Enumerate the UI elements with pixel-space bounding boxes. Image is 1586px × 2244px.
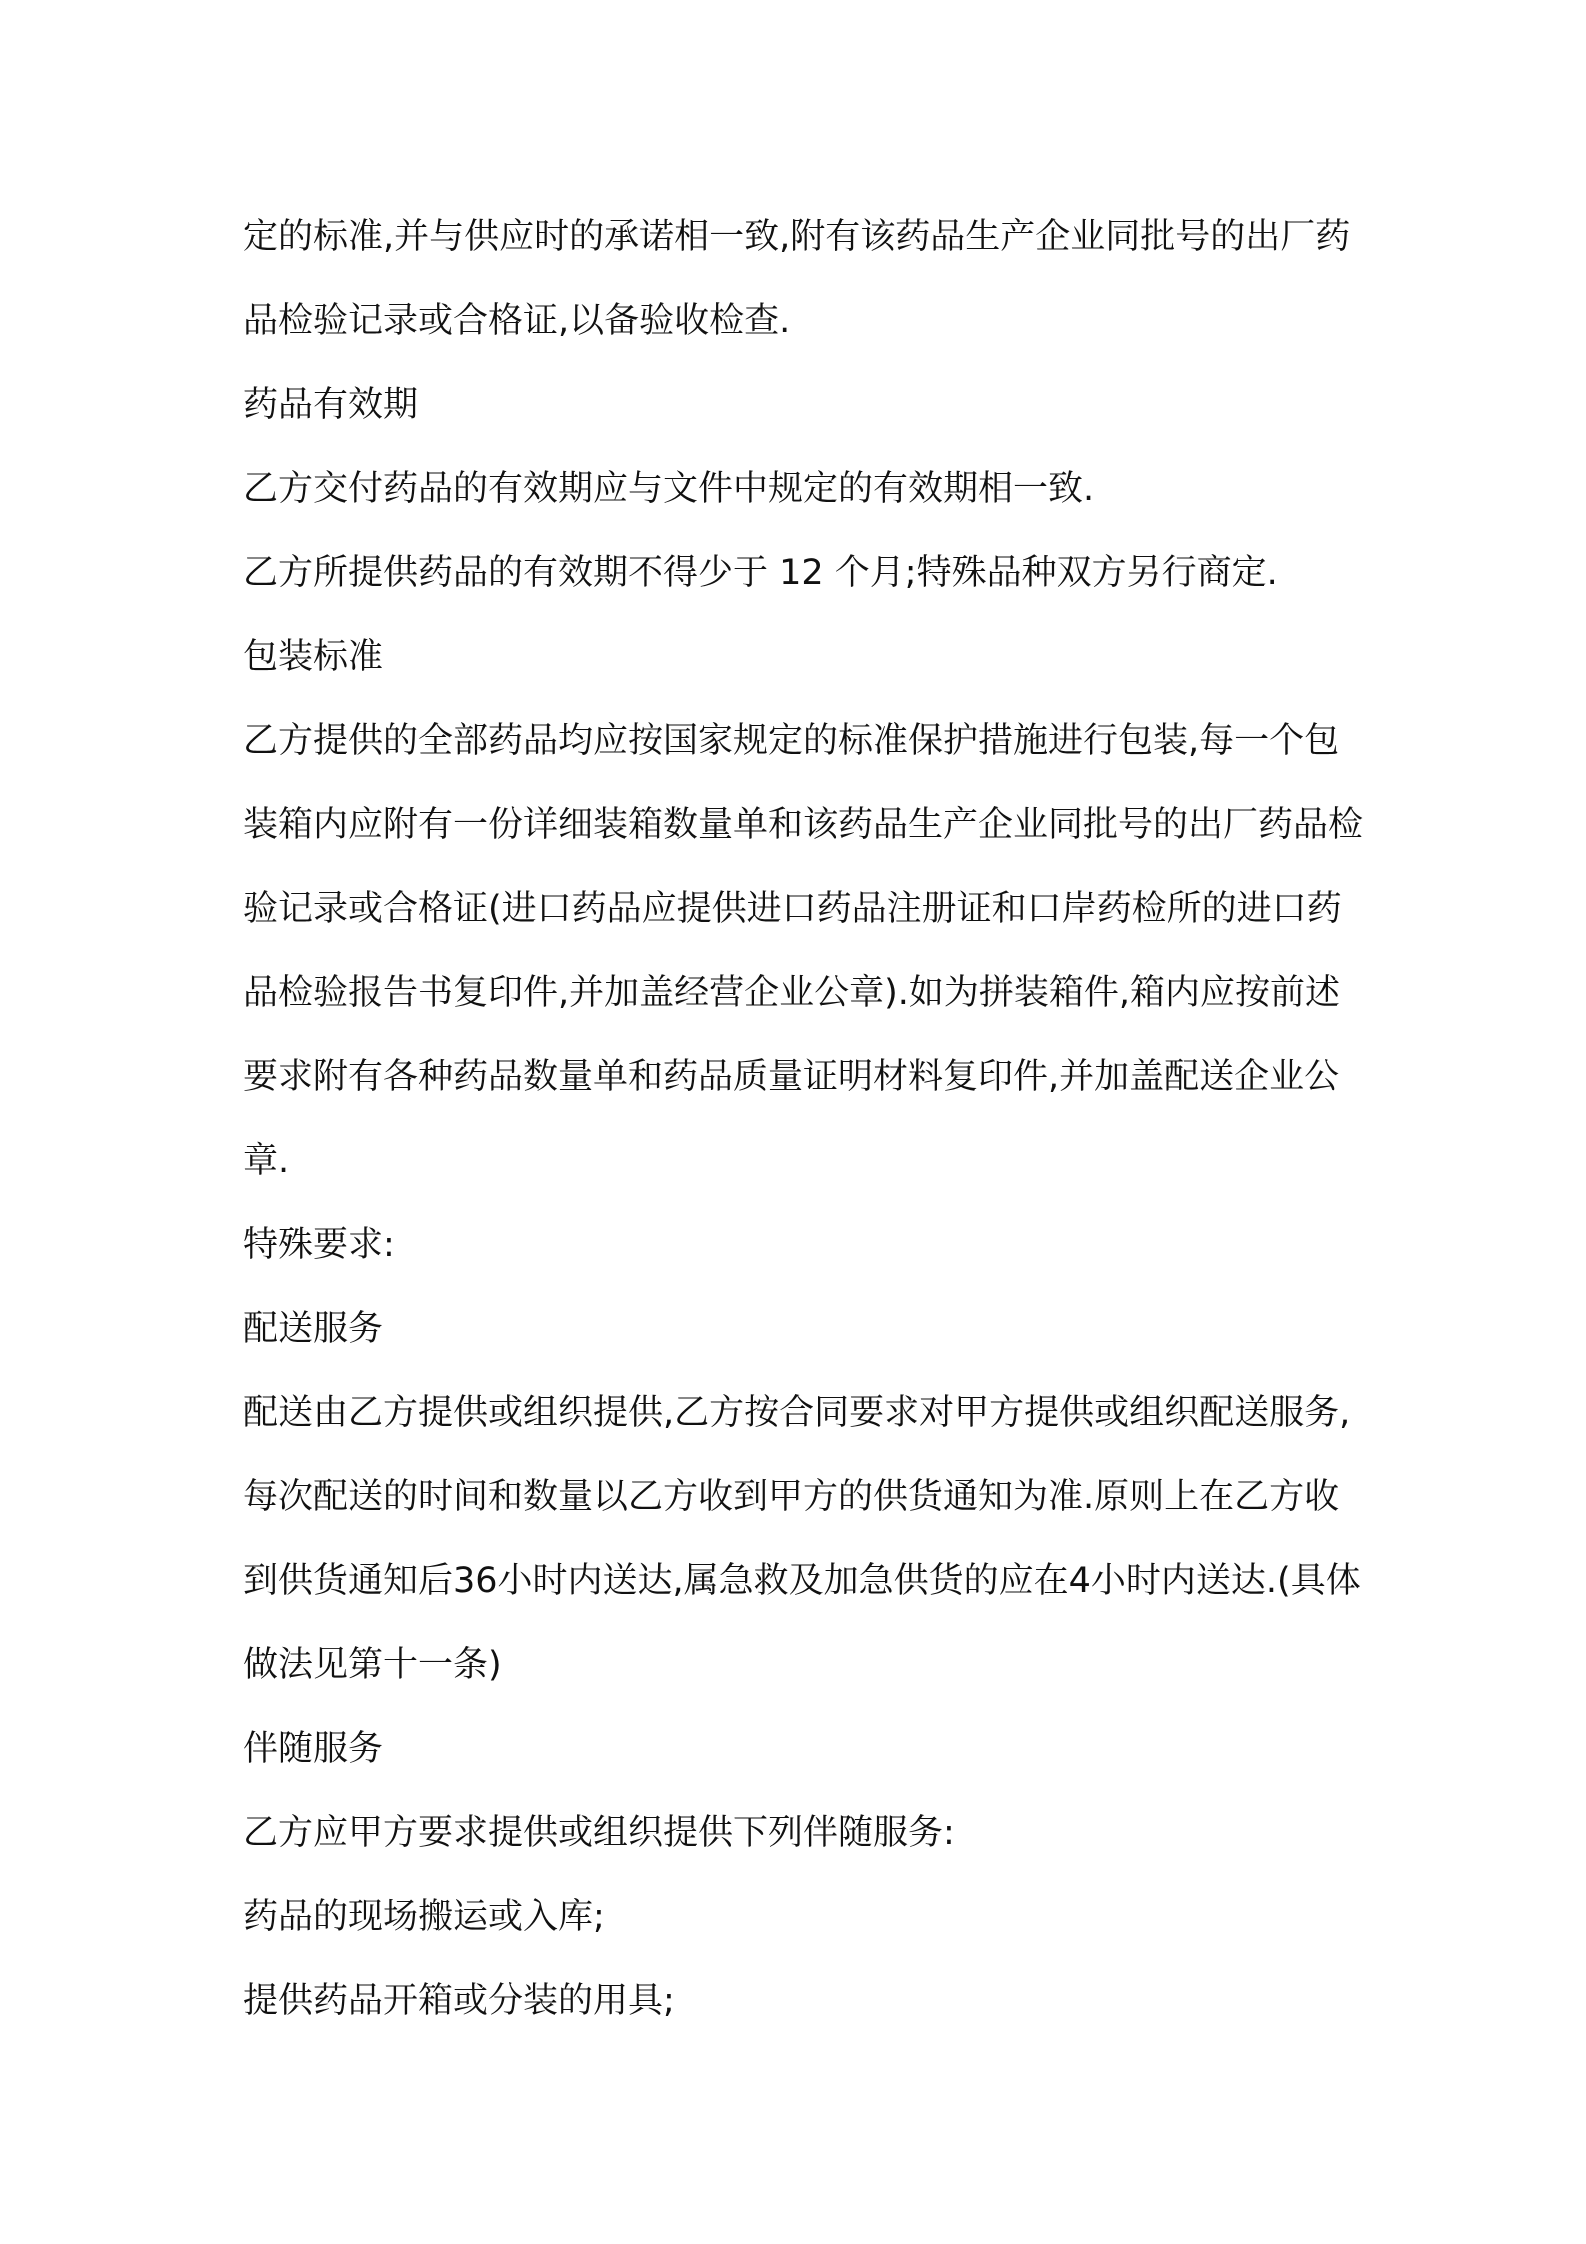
document-body [243, 195, 1373, 2043]
heading-special-requirements: 特殊要求: [243, 1225, 395, 1265]
paragraph-standard-continuation: 定的标准,并与供应时的承诺相一致,附有该药品生产企业同批号的出厂药品检验记录或合格证,以备验收检查. [243, 217, 1351, 341]
heading-accompanying-service: 伴随服务 [243, 1729, 384, 1769]
paragraph-packaging: 乙方提供的全部药品均应按国家规定的标准保护措施进行包装,每一个包装箱内应附有一份详细装箱数量单和该药品生产企业同批号的出厂药品检验记录或合格证(进口药品应提供进口药品注册证和口岸药检所的进口药品检验报告书复印件,并加盖经营企业公章).如为拼装箱件,箱内应按前述要求附有各种药品数量单和药品质量证明材料复印件,并加盖配送企业公章. [243, 721, 1364, 1181]
paragraph-delivery: 配送由乙方提供或组织提供,乙方按合同要求对甲方提供或组织配送服务,每次配送的时间和数量以乙方收到甲方的供货通知为准.原则上在乙方收到供货通知后36小时内送达,属急救及加急供货的应在4小时内送达.(具体做法见第十一条) [243, 1393, 1361, 1685]
paragraph-validity-match: 乙方交付药品的有效期应与文件中规定的有效期相一致. [243, 469, 1095, 509]
paragraph-accompanying-intro: 乙方应甲方要求提供或组织提供下列伴随服务: [243, 1813, 955, 1853]
list-item-handling: 药品的现场搬运或入库; [243, 1897, 605, 1937]
paragraph-validity-minimum: 乙方所提供药品的有效期不得少于 12 个月;特殊品种双方另行商定. [243, 553, 1278, 593]
list-item-tools: 提供药品开箱或分装的用具; [243, 1981, 675, 2021]
heading-packaging-standard: 包装标准 [243, 637, 384, 677]
heading-delivery-service: 配送服务 [243, 1309, 384, 1349]
heading-validity-period: 药品有效期 [243, 385, 419, 425]
